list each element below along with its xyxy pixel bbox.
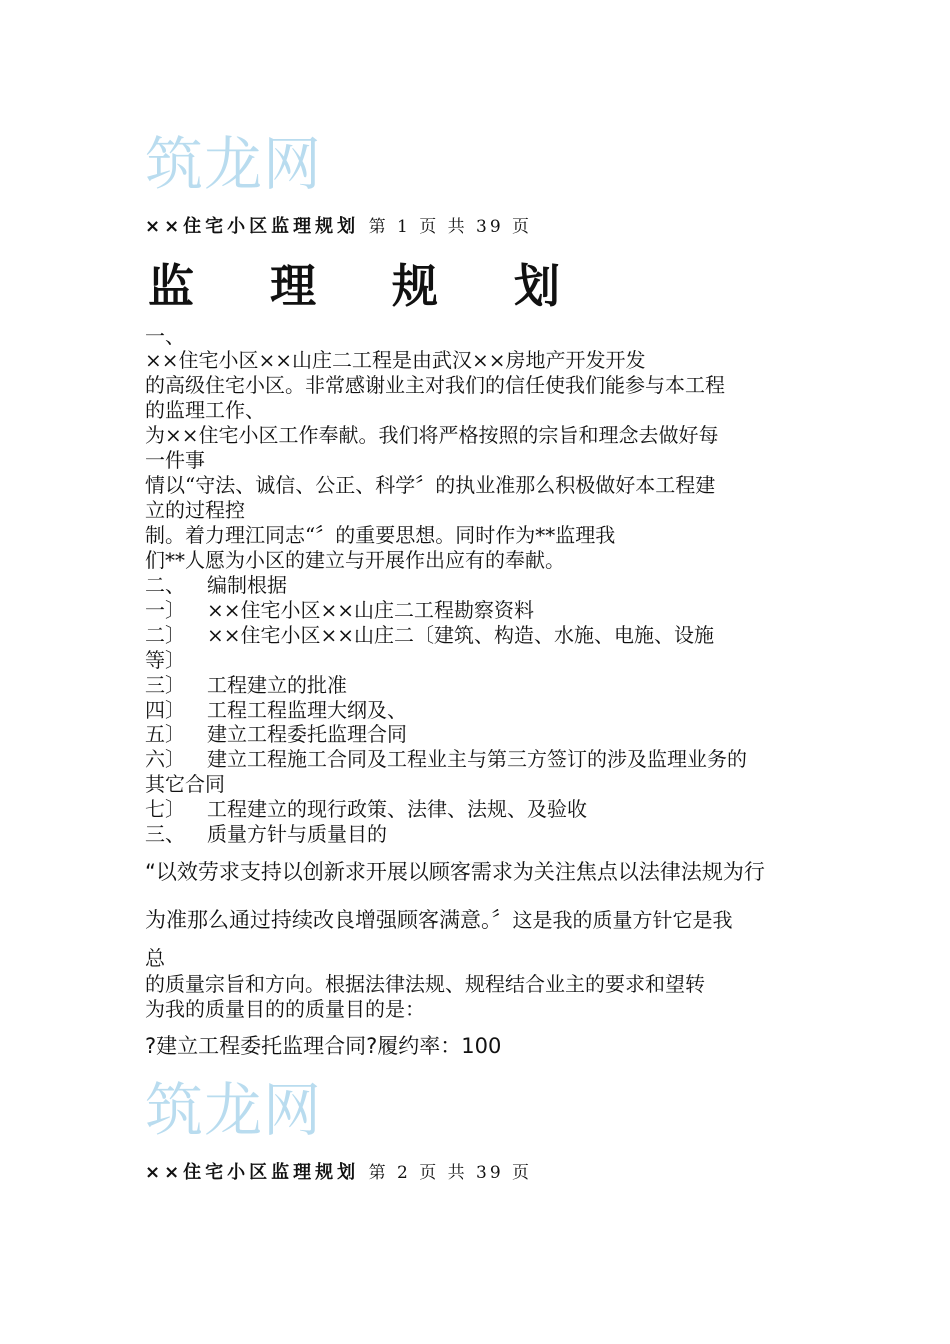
body-line: 等〕 xyxy=(145,648,185,672)
section-heading xyxy=(145,573,287,598)
list-item xyxy=(145,673,347,698)
body-line: 一件事 xyxy=(145,448,205,472)
list-item xyxy=(145,797,587,822)
watermark-logo: 筑龙网 xyxy=(145,130,323,198)
list-item xyxy=(145,747,747,772)
header-page-number: 第 2 页 共 39 页 xyxy=(368,1163,533,1183)
body-line: 立的过程控 xyxy=(145,498,245,522)
list-text: 工程建立的现行政策、法律、法规、及验收 xyxy=(207,797,587,821)
list-number: 六〕 xyxy=(145,747,185,771)
list-text: ××住宅小区××山庄二工程勘察资料 xyxy=(207,598,535,622)
header-title: ××住宅小区监理规划 xyxy=(145,1162,360,1183)
list-text: 建立工程委托监理合同 xyxy=(207,722,407,746)
body-line: ××住宅小区××山庄二工程是由武汉××房地产开发开发 xyxy=(145,348,646,372)
list-item xyxy=(145,623,714,648)
body-line: 为我的质量目的的质量目的是： xyxy=(145,997,425,1021)
body-line: 们**人愿为小区的建立与开展作出应有的奉献。 xyxy=(145,548,565,572)
list-text: 工程工程监理大纲及、 xyxy=(207,698,407,722)
page-header xyxy=(145,1162,532,1184)
document-title: 监 理 规 划 xyxy=(148,259,591,313)
section-title: 编制根据 xyxy=(207,573,287,597)
list-number: 七〕 xyxy=(145,797,185,821)
list-text: 建立工程施工合同及工程业主与第三方签订的涉及监理业务的 xyxy=(207,747,747,771)
body-line: 为××住宅小区工作奉献。我们将严格按照的宗旨和理念去做好每 xyxy=(145,423,719,447)
list-text: 工程建立的批准 xyxy=(207,673,347,697)
list-item xyxy=(145,722,407,747)
list-number: 三〕 xyxy=(145,673,185,697)
section-number: 三、 xyxy=(145,822,185,846)
list-item xyxy=(145,698,407,723)
list-number: 五〕 xyxy=(145,722,185,746)
body-line: 情以“守法、诚信、公正、科学〞的执业准那么积极做好本工程建 xyxy=(145,473,716,497)
quality-policy-line xyxy=(145,908,733,933)
body-text: 这是我的质量方针它是我 xyxy=(512,908,733,932)
quality-policy-line: “以效劳求支持以创新求开展以顾客需求为关注焦点以法律法规为行 xyxy=(145,860,765,884)
section-number: 二、 xyxy=(145,573,185,597)
list-item xyxy=(145,598,534,623)
list-text: ××住宅小区××山庄二〔建筑、构造、水施、电施、设施 xyxy=(207,623,715,647)
quality-policy-text: 为准那么通过持续改良增强顾客满意。〞 xyxy=(145,908,513,932)
watermark-logo: 筑龙网 xyxy=(145,1076,323,1144)
section-heading xyxy=(145,822,387,847)
list-number: 二〕 xyxy=(145,623,185,647)
header-title: ××住宅小区监理规划 xyxy=(145,216,360,237)
section-heading: 一、 xyxy=(145,324,185,348)
section-title: 质量方针与质量目的 xyxy=(207,822,387,846)
body-line: 的高级住宅小区。非常感谢业主对我们的信任使我们能参与本工程 xyxy=(145,373,725,397)
list-number: 一〕 xyxy=(145,598,185,622)
body-line: 总 xyxy=(145,946,165,970)
body-line: 的质量宗旨和方向。根据法律法规、规程结合业主的要求和望转 xyxy=(145,972,705,996)
quality-target-line: ?建立工程委托监理合同?履约率：100 xyxy=(145,1034,502,1058)
header-page-number: 第 1 页 共 39 页 xyxy=(368,217,533,237)
list-number: 四〕 xyxy=(145,698,185,722)
body-line: 的监理工作、 xyxy=(145,398,265,422)
body-line: 制。着力理江同志“〞的重要思想。同时作为**监理我 xyxy=(145,523,616,547)
body-line: 其它合同 xyxy=(145,772,225,796)
page-header xyxy=(145,216,532,238)
